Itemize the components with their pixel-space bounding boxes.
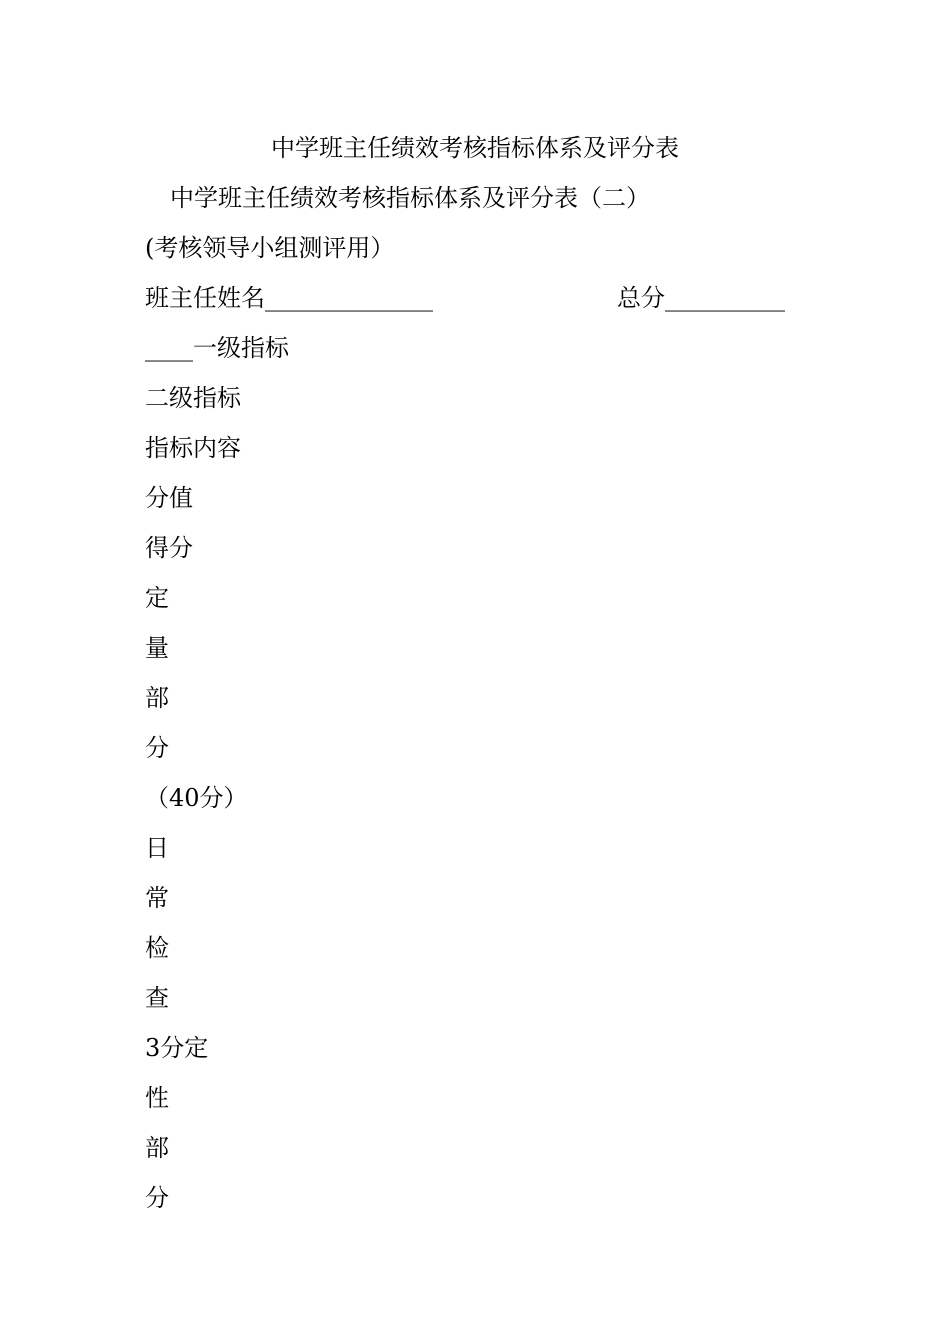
document-title: 中学班主任绩效考核指标体系及评分表: [271, 134, 679, 162]
table-line: 分值: [145, 484, 193, 512]
table-line: 定: [145, 584, 169, 612]
table-line: 3分定: [145, 1034, 209, 1062]
table-line: 部: [145, 1134, 169, 1162]
table-line: 分: [145, 1184, 169, 1212]
table-line: 查: [145, 984, 169, 1012]
table-line: 常: [145, 884, 169, 912]
table-line: 检: [145, 934, 169, 962]
table-line: 二级指标: [145, 384, 241, 412]
table-line: 量: [145, 634, 169, 662]
table-line: 部: [145, 684, 169, 712]
table-line: （40分）: [145, 784, 248, 812]
table-line: ____一级指标: [145, 334, 289, 362]
document-subtitle: 中学班主任绩效考核指标体系及评分表（二）: [170, 184, 650, 212]
table-line: 指标内容: [145, 434, 241, 462]
teacher-name-field: 班主任姓名______________: [145, 284, 433, 312]
table-line: 日: [145, 834, 169, 862]
table-line: 分: [145, 734, 169, 762]
total-score-field: 总分__________: [617, 284, 785, 312]
table-line: 性: [145, 1084, 169, 1112]
table-line: 得分: [145, 534, 193, 562]
evaluator-note: (考核领导小组测评用）: [145, 234, 395, 262]
